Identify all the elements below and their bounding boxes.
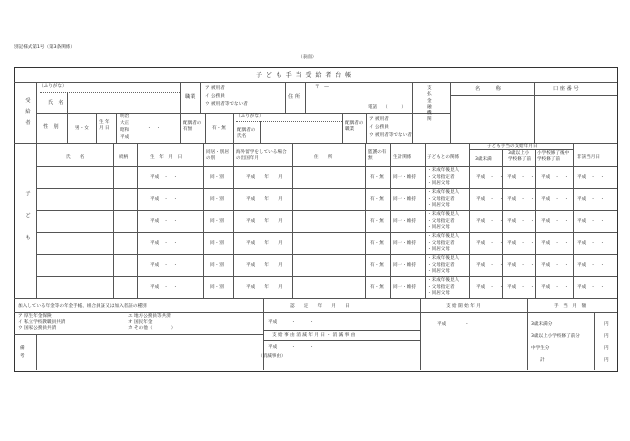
- name-label: 氏 名: [48, 100, 64, 106]
- era-heisei: 平成: [120, 135, 130, 140]
- col-birth: 生 年 月 日: [150, 155, 183, 160]
- spouse-exist-label: 配偶者の有無: [183, 121, 202, 132]
- pension-option-c: ウ 国家公務員共済: [18, 326, 57, 331]
- child-livelihood: 同一・維持: [393, 197, 416, 202]
- spouse-furigana-label: （ふりがな）: [236, 114, 264, 119]
- child-jhs-date: 平成 ・ ・: [541, 197, 569, 202]
- address-label: 住 所: [288, 94, 301, 100]
- amount-jhs: 中学生分: [531, 346, 550, 351]
- children-section-label: 子 ど も: [25, 191, 36, 241]
- child-abroad: 平成 年 月: [246, 263, 283, 268]
- child-relation-option: ・未成年後見人: [427, 168, 460, 173]
- furigana-label: （ふりがな）: [39, 84, 67, 89]
- child-jhs-date: 平成 ・ ・: [541, 285, 569, 290]
- child-relation-option: ・同居父母: [427, 269, 450, 274]
- child-abroad: 平成 年 月: [246, 285, 283, 290]
- change-value: 平成 ・ ・: [268, 345, 314, 350]
- pension-option-b: イ 私立学校教職員共済: [18, 320, 66, 325]
- child-custody: 有・無: [370, 285, 384, 290]
- child-relation-option: ・同居父母: [427, 203, 450, 208]
- postal-mark: 〒 ―: [315, 85, 329, 90]
- child-custody: 有・無: [370, 241, 384, 246]
- child-birth: 平成 ・ ・: [150, 263, 178, 268]
- child-cohabit: 同・別: [210, 219, 224, 224]
- pension-option-e: オ 国民年金: [128, 320, 153, 325]
- child-cohabit: 同・別: [210, 285, 224, 290]
- child-relation-option: ・父母指定者: [427, 284, 455, 290]
- child-custody: 有・無: [370, 219, 384, 224]
- child-birth: 平成 ・ ・: [150, 285, 178, 290]
- child-livelihood: 同一・維持: [393, 285, 416, 290]
- child-jhs-date: 平成 ・ ・: [541, 263, 569, 268]
- pension-option-f: カ その他（ ）: [128, 326, 176, 331]
- child-cohabit: 同・別: [210, 175, 224, 180]
- child-abroad: 平成 年 月: [246, 219, 283, 224]
- child-eligible-date: 平成 ・ ・: [577, 197, 605, 202]
- gender-value: 男・女: [75, 126, 89, 131]
- col-age-group: 子ども手当の支給年月日: [487, 144, 538, 149]
- pension-option-a: ア 厚生年金保険: [18, 314, 52, 319]
- col-child-relation: 子どもとの関係: [427, 155, 460, 160]
- child-relation-option: ・未成年後見人: [427, 212, 460, 217]
- recipient-birth-dots: ・ ・: [147, 126, 161, 131]
- child-relation-option: ・同居父母: [427, 247, 450, 252]
- child-under3-date: 平成 ・ ・: [476, 219, 504, 224]
- child-custody: 有・無: [370, 197, 384, 202]
- yen-1: 円: [604, 322, 609, 327]
- child-birth: 平成 ・ ・: [150, 241, 178, 246]
- phone-label: 電話: [368, 105, 378, 110]
- child-eligible-date: 平成 ・ ・: [577, 175, 605, 180]
- era-taisho: 大正: [120, 121, 130, 126]
- child-relation-option: ・父母指定者: [427, 240, 455, 246]
- amount-under3: 3歳未満分: [531, 322, 553, 327]
- gender-label: 性 別: [43, 124, 59, 130]
- child-age3-date: 平成 ・ ・: [507, 197, 535, 202]
- child-under3-date: 平成 ・ ・: [476, 241, 504, 246]
- change-header: 支 給 事 由 消 滅 年 月 日 ・ 消 滅 事 由: [272, 333, 356, 338]
- child-eligible-date: 平成 ・ ・: [577, 263, 605, 268]
- child-relation-option: ・未成年後見人: [427, 234, 460, 239]
- child-birth: 平成 ・ ・: [150, 197, 178, 202]
- child-abroad: 平成 年 月: [246, 241, 283, 246]
- child-age3-date: 平成 ・ ・: [507, 241, 535, 246]
- yen-4: 円: [604, 358, 609, 363]
- start-header: 支 給 開 始 年 月: [446, 304, 481, 309]
- form-number: 別記様式第1号（第3条関係）: [14, 45, 75, 50]
- child-under3-date: 平成 ・ ・: [476, 197, 504, 202]
- bank-name-label: 名 称: [475, 86, 501, 92]
- child-relation-option: ・同居父母: [427, 225, 450, 230]
- child-relation-option: ・父母指定者: [427, 196, 455, 202]
- child-cohabit: 同・別: [210, 263, 224, 268]
- child-jhs-date: 平成 ・ ・: [541, 175, 569, 180]
- child-relation-option: ・父母指定者: [427, 174, 455, 180]
- child-jhs-date: 平成 ・ ・: [541, 241, 569, 246]
- child-custody: 有・無: [370, 175, 384, 180]
- child-relation-option: ・未成年後見人: [427, 190, 460, 195]
- start-value: 平成 ・: [437, 322, 470, 327]
- child-cohabit: 同・別: [210, 197, 224, 202]
- bank-account-label: 口 座 番 号: [553, 86, 579, 92]
- amount-total: 計: [540, 358, 545, 363]
- child-relation-option: ・未成年後見人: [427, 278, 460, 283]
- child-relation-option: ・同居父母: [427, 291, 450, 296]
- child-under3-date: 平成 ・ ・: [476, 175, 504, 180]
- cert-header: 認 定 年 月 日: [290, 304, 350, 309]
- occupation-label: 職業: [185, 94, 196, 100]
- col-relation: 続柄: [119, 155, 129, 160]
- child-birth: 平成 ・ ・: [150, 175, 178, 180]
- occupation-option-b: イ 公務員: [205, 94, 225, 99]
- child-relation-option: ・同居父母: [427, 181, 450, 186]
- col-age3: 3歳以上小学校修了前: [508, 151, 531, 162]
- recipient-section-label: 受 給 者: [25, 98, 31, 126]
- col-grad-jhs: 小学校修了後中学校修了前: [537, 151, 570, 162]
- side-label: （表面）: [298, 55, 317, 60]
- pension-header: 加入している年金等の年金手帳、組合員証又は加入者証の種別: [18, 304, 147, 309]
- occupation-option-a: ア 被用者: [205, 86, 225, 91]
- child-cohabit: 同・別: [210, 241, 224, 246]
- spouse-occ-option-a: ア 被用者: [369, 117, 389, 122]
- col-child-name: 氏 名: [66, 155, 85, 160]
- child-livelihood: 同一・維持: [393, 263, 416, 268]
- child-age3-date: 平成 ・ ・: [507, 175, 535, 180]
- pension-option-d: エ 地方公務員等共済: [128, 314, 171, 319]
- bank-section-label: 支払金融機関: [427, 86, 432, 123]
- change-reason: （消滅事由）: [258, 354, 286, 359]
- child-under3-date: 平成 ・ ・: [476, 285, 504, 290]
- spouse-occ-option-c: ウ 被用者等でない者: [369, 133, 412, 138]
- child-age3-date: 平成 ・ ・: [507, 285, 535, 290]
- child-eligible-date: 平成 ・ ・: [577, 219, 605, 224]
- child-livelihood: 同一・維持: [393, 241, 416, 246]
- amount-age3: 3歳以上小学校修了前分: [531, 334, 580, 339]
- child-relation-option: ・父母指定者: [427, 218, 455, 224]
- child-eligible-date: 平成 ・ ・: [577, 285, 605, 290]
- occupation-option-c: ウ 被用者等でない者: [205, 102, 248, 107]
- form-title: 子 ど も 手 当 受 給 者 台 帳: [256, 72, 353, 79]
- child-age3-date: 平成 ・ ・: [507, 263, 535, 268]
- child-eligible-date: 平成 ・ ・: [577, 241, 605, 246]
- era-showa: 昭和: [120, 128, 130, 133]
- yen-2: 円: [604, 334, 609, 339]
- col-under3: 3歳未満: [475, 157, 492, 162]
- col-cohabit: 同居・別居の別: [206, 150, 229, 161]
- yen-3: 円: [604, 346, 609, 351]
- spouse-occupation-label: 配偶者の職業: [345, 121, 364, 132]
- child-livelihood: 同一・維持: [393, 175, 416, 180]
- child-relation-option: ・父母指定者: [427, 262, 455, 268]
- child-age3-date: 平成 ・ ・: [507, 219, 535, 224]
- child-livelihood: 同一・維持: [393, 219, 416, 224]
- remarks-label: 備考: [20, 346, 25, 359]
- child-abroad: 平成 年 月: [246, 175, 283, 180]
- col-livelihood: 生計関係: [393, 155, 412, 160]
- col-address: 住 所: [314, 155, 333, 160]
- col-eligible-month: 非該当月日: [577, 155, 600, 160]
- spouse-exist-value: 有・無: [212, 126, 226, 131]
- amount-header: 手 当 月 額: [554, 304, 587, 309]
- child-abroad: 平成 年 月: [246, 197, 283, 202]
- col-custody: 監護の有無: [368, 150, 387, 161]
- phone-parens: （ ）: [383, 105, 406, 110]
- child-relation-option: ・未成年後見人: [427, 256, 460, 261]
- spouse-occ-option-b: イ 公務員: [369, 125, 389, 130]
- cert-value: 平成 ・ ・: [268, 320, 314, 325]
- recipient-birth-label: 生 年 月 日: [99, 120, 110, 131]
- child-jhs-date: 平成 ・ ・: [541, 219, 569, 224]
- era-meiji: 明治: [120, 114, 130, 119]
- child-birth: 平成 ・ ・: [150, 219, 178, 224]
- child-under3-date: 平成 ・ ・: [476, 263, 504, 268]
- col-abroad: 海外留学をしている場合の出国年月: [236, 150, 287, 161]
- spouse-name-label: 配偶者の氏名: [237, 128, 256, 139]
- child-custody: 有・無: [370, 263, 384, 268]
